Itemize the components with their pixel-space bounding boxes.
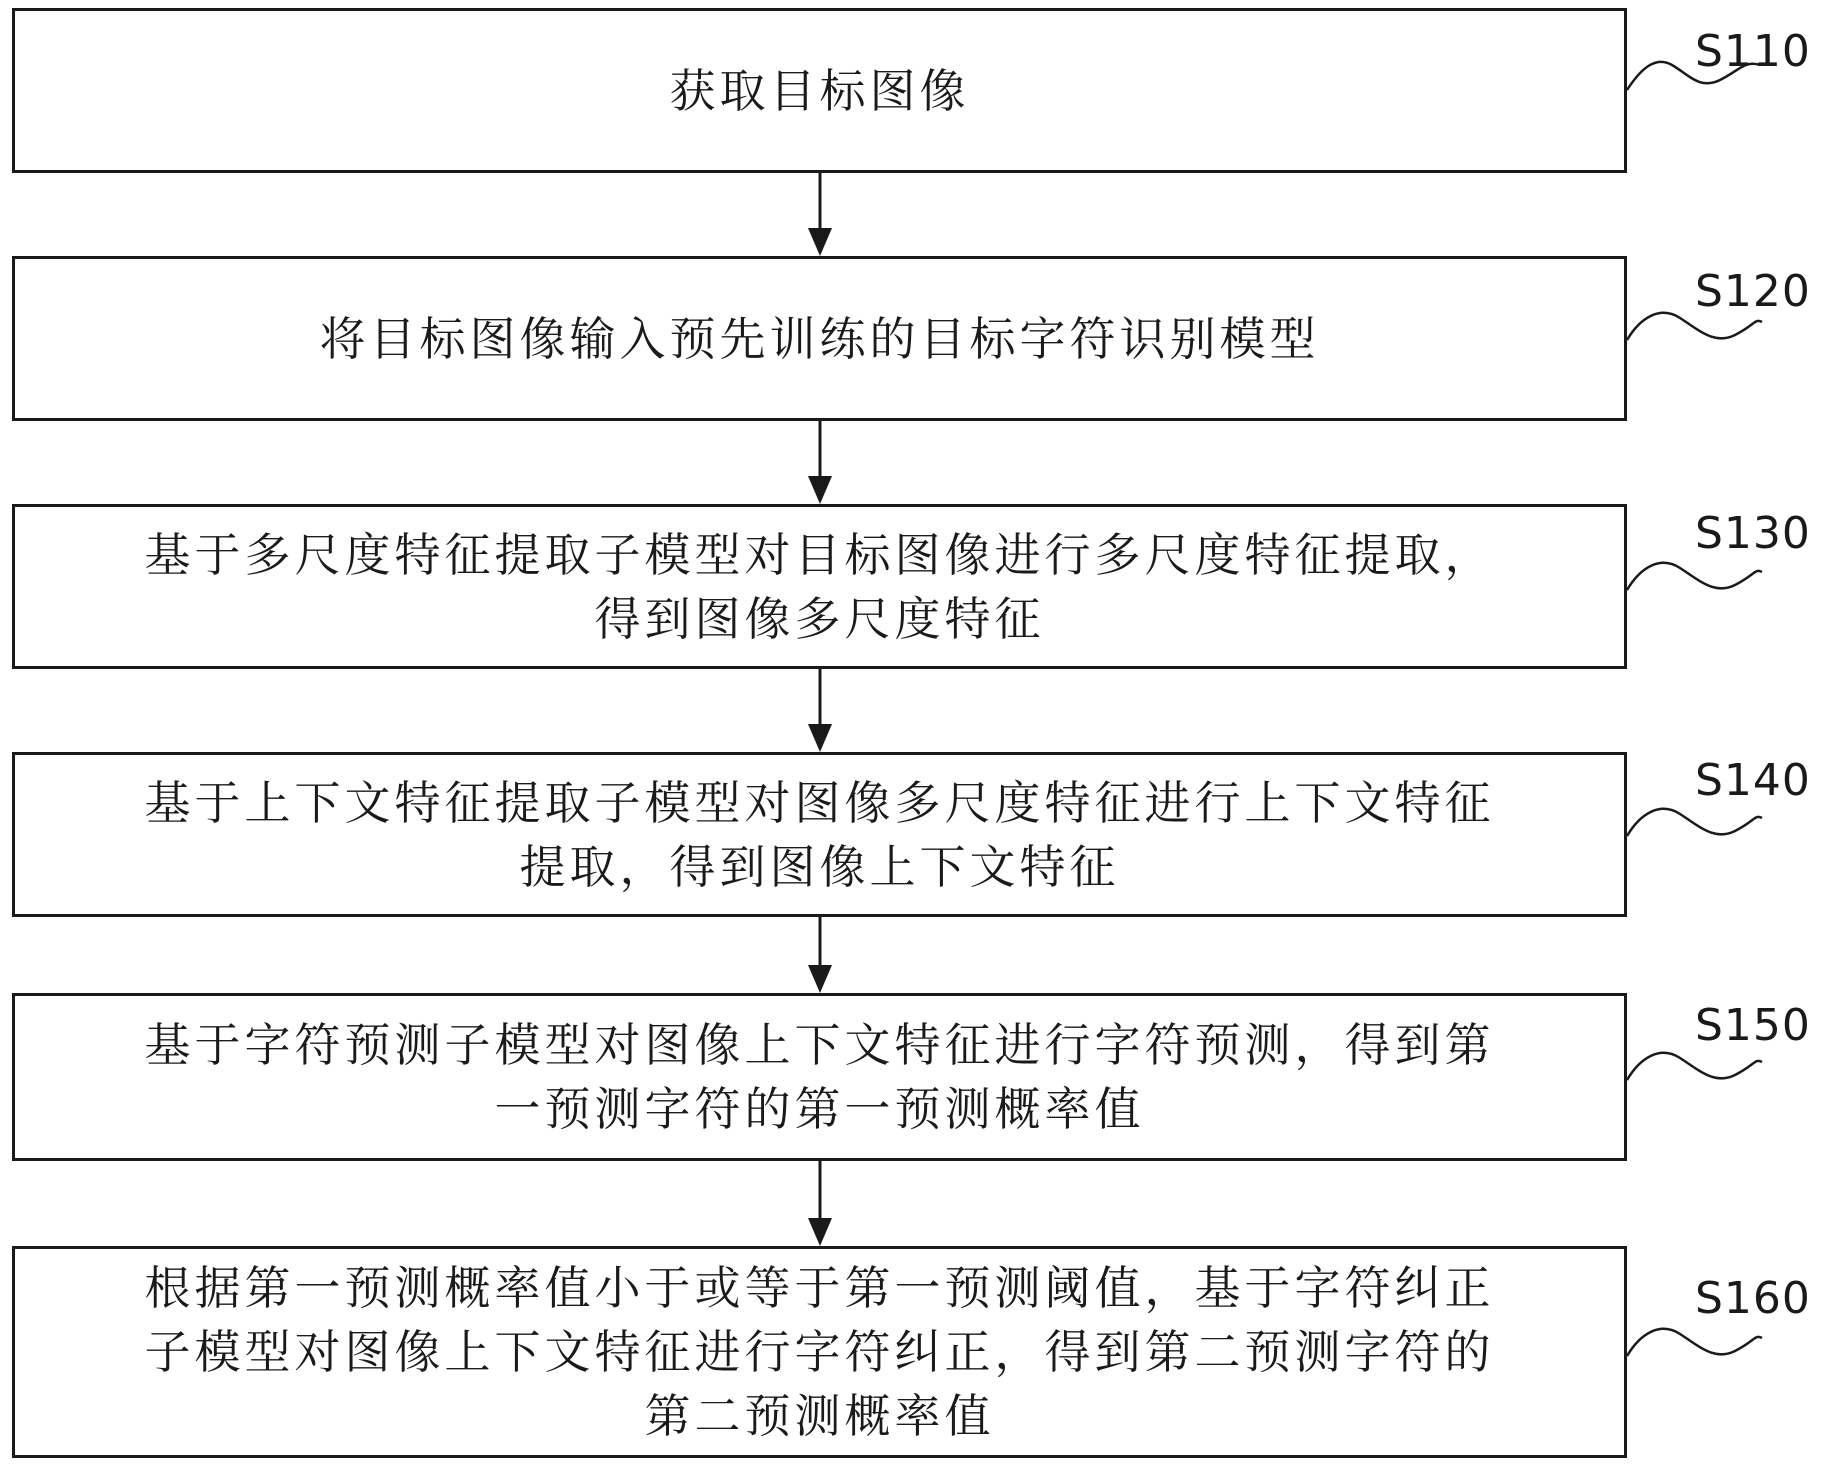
step-label-s130: S130 <box>1695 508 1811 559</box>
step-label-s140: S140 <box>1695 755 1811 806</box>
arrow-s120-s130 <box>808 421 832 504</box>
arrow-s140-s150 <box>808 917 832 993</box>
leader-s140 <box>1627 809 1762 836</box>
step-text-line: 基于字符预测子模型对图像上下文特征进行字符预测，得到第 <box>144 1018 1495 1072</box>
step-text-line: 获取目标图像 <box>669 63 970 118</box>
arrow-s110-s120 <box>808 173 832 256</box>
step-text-line: 第二预测概率值 <box>644 1389 995 1443</box>
step-text-line: 根据第一预测概率值小于或等于第一预测阈值，基于字符纠正 <box>144 1261 1495 1315</box>
step-text-line: 得到图像多尺度特征 <box>594 591 1045 646</box>
step-text-line: 子模型对图像上下文特征进行字符纠正，得到第二预测字符的 <box>144 1325 1495 1379</box>
step-text-line: 一预测字符的第一预测概率值 <box>494 1082 1145 1136</box>
leader-s150 <box>1627 1053 1762 1080</box>
step-label-s110: S110 <box>1695 26 1811 77</box>
arrow-s150-s160 <box>808 1161 832 1246</box>
step-label-s160: S160 <box>1695 1273 1811 1324</box>
leader-s130 <box>1627 563 1762 590</box>
step-text-line: 基于多尺度特征提取子模型对目标图像进行多尺度特征提取， <box>144 527 1495 582</box>
step-label-s150: S150 <box>1695 1000 1811 1051</box>
arrow-s130-s140 <box>808 669 832 752</box>
leader-s160 <box>1627 1329 1762 1356</box>
step-text-line: 将目标图像输入预先训练的目标字符识别模型 <box>319 311 1320 366</box>
step-text-line: 基于上下文特征提取子模型对图像多尺度特征进行上下文特征 <box>144 775 1495 830</box>
step-label-s120: S120 <box>1695 266 1811 317</box>
step-text-line: 提取，得到图像上下文特征 <box>519 839 1120 894</box>
